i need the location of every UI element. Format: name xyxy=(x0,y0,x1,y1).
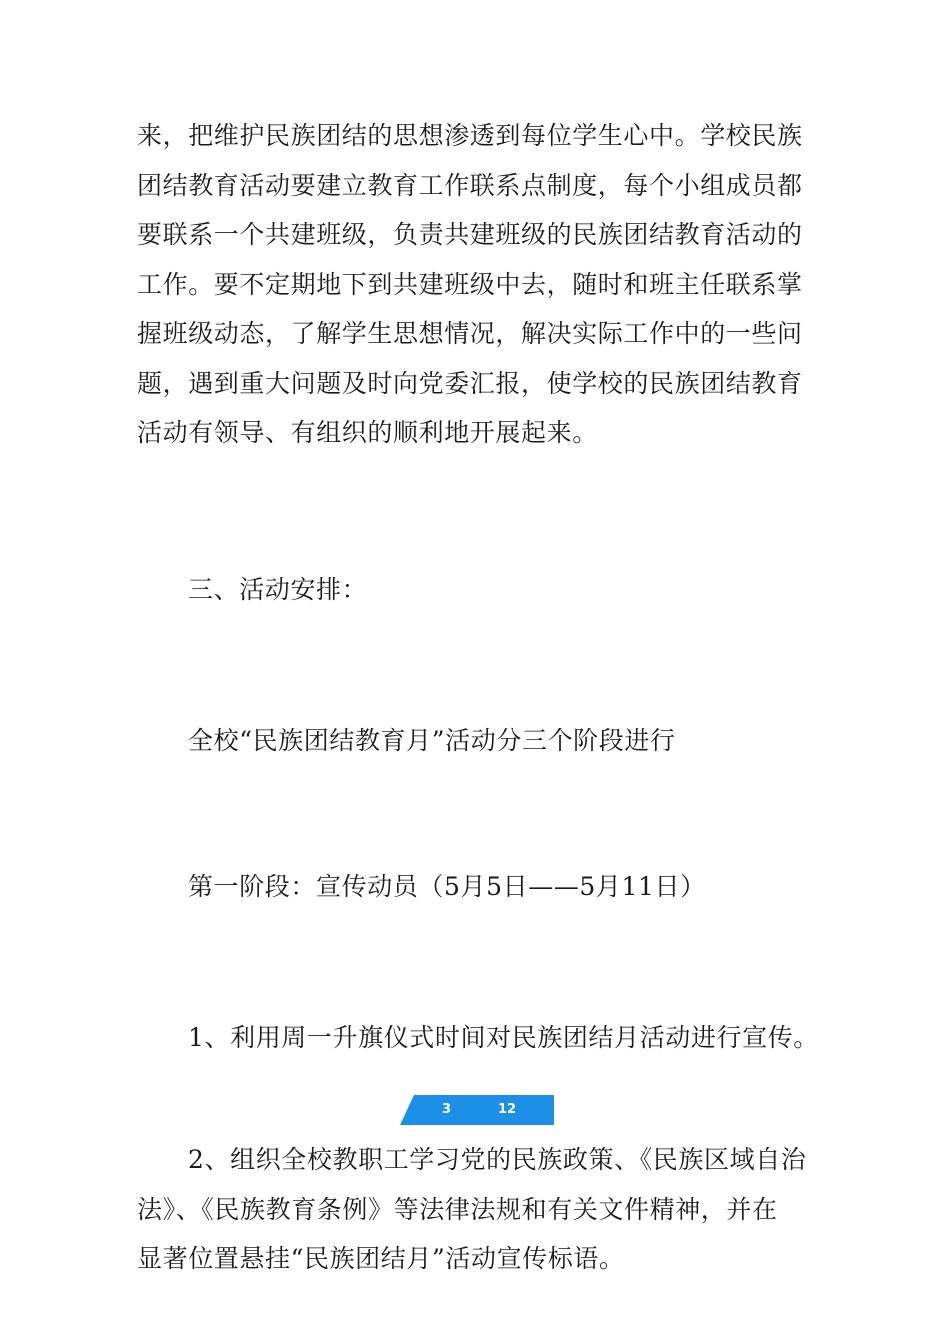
text-line: 团结教育活动要建立教育工作联系点制度，每个小组成员都 xyxy=(137,170,803,200)
stage-heading: 第一阶段：宣传动员（5月5日——5月11日） xyxy=(188,872,706,901)
text-line: 工作。要不定期地下到共建班级中去，随时和班主任联系掌 xyxy=(137,269,803,299)
text-line: 活动有领导、有组织的顺利地开展起来。 xyxy=(137,418,598,447)
list-item-2 xyxy=(137,1135,827,1284)
text-line: 握班级动态，了解学生思想情况，解决实际工作中的一些问 xyxy=(137,319,803,348)
page-indicator xyxy=(400,1095,554,1125)
text-line: 来，把维护民族团结的思想渗透到每位学生心中。学校民族 xyxy=(137,121,803,150)
page-indicator-background xyxy=(400,1095,554,1125)
intro-paragraph: 全校“民族团结教育月”活动分三个阶段进行 xyxy=(188,726,676,755)
section-heading: 三、活动安排： xyxy=(188,575,368,604)
current-page-number: 3 xyxy=(442,1102,452,1117)
text-line: 题，遇到重大问题及时向党委汇报，使学校的民族团结教育 xyxy=(137,368,803,398)
text-line: 法》、《民族教育条例》等法律法规和有关文件精神，并在 xyxy=(137,1194,778,1224)
paragraph-continuation xyxy=(137,111,827,458)
text-line: 要联系一个共建班级，负责共建班级的民族团结教育活动的 xyxy=(137,220,803,249)
list-item-1: 1、利用周一升旗仪式时间对民族团结月活动进行宣传。 xyxy=(188,1023,819,1052)
total-page-number: 12 xyxy=(498,1102,517,1117)
text-line: 显著位置悬挂“民族团结月”活动宣传标语。 xyxy=(137,1244,625,1273)
text-line: 2、组织全校教职工学习党的民族政策、《民族区域自治 xyxy=(188,1145,807,1174)
